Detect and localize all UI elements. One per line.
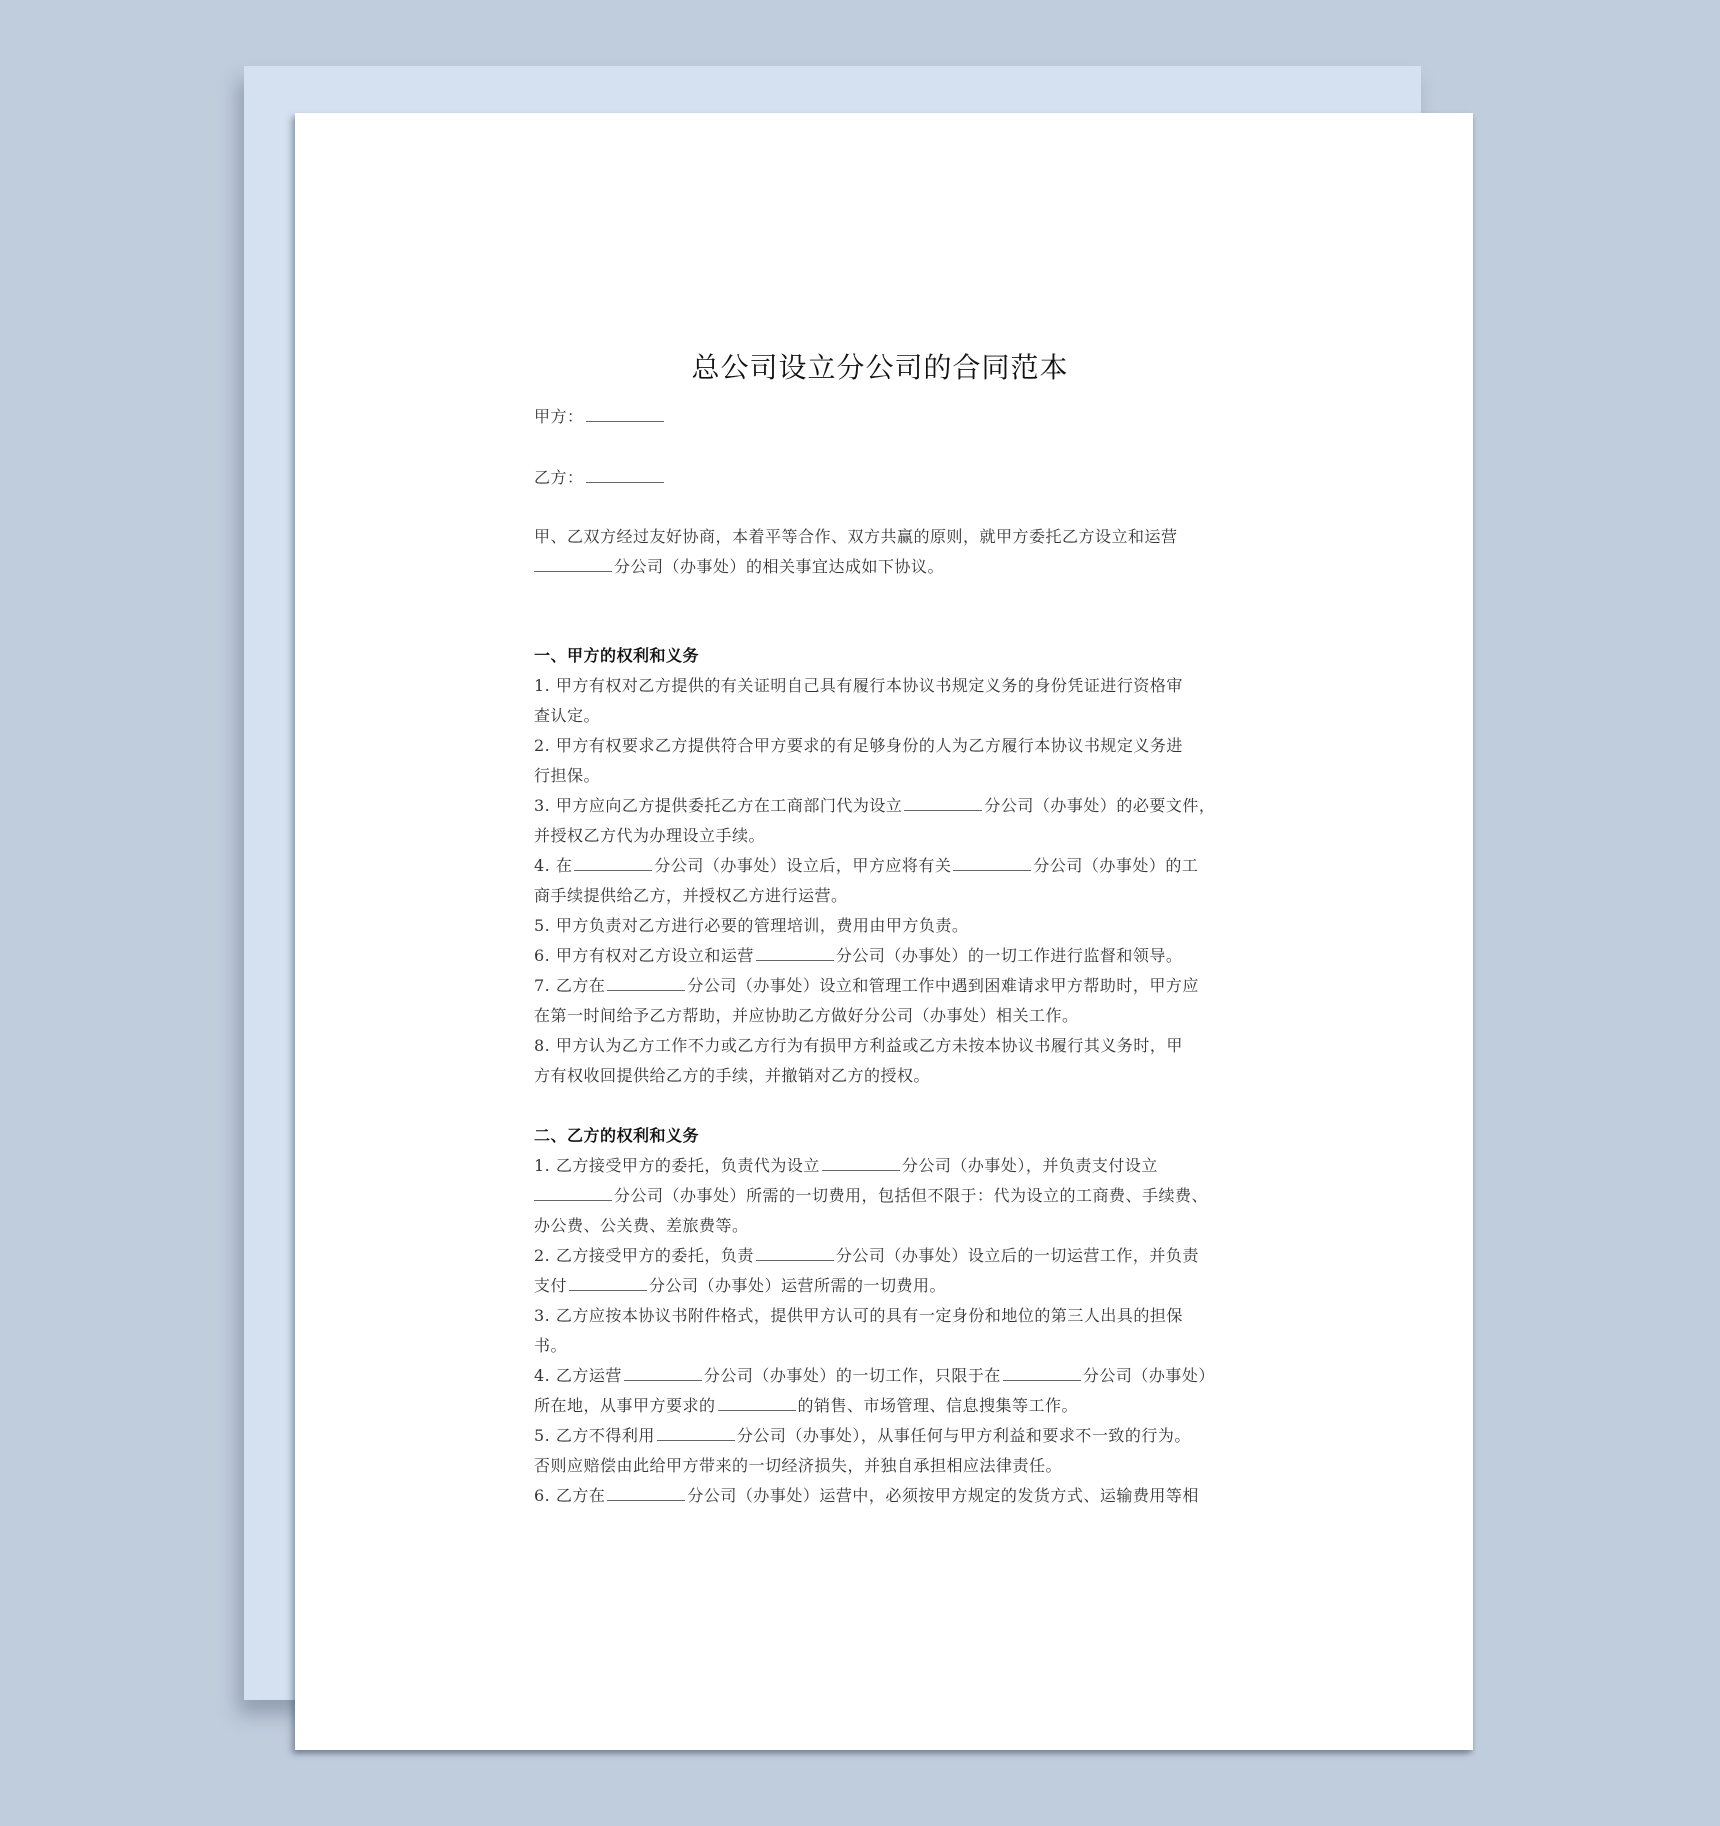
clause-line: [534, 1001, 1234, 1031]
clause-text: 分公司（办事处）的必要文件，: [984, 796, 1216, 815]
document-content: [534, 348, 1234, 1511]
clause-line: [534, 1391, 1234, 1421]
clause-text: 分公司（办事处）设立后的一切运营工作，并负责: [835, 1246, 1199, 1265]
fill-blank[interactable]: [953, 852, 1031, 871]
clause-text: 5. 甲方负责对乙方进行必要的管理培训，费用由甲方负责。: [534, 916, 969, 935]
clause-text: 查认定。: [534, 706, 601, 725]
clause-line: [534, 1061, 1234, 1091]
clause-text: 1. 乙方接受甲方的委托，负责代为设立: [534, 1156, 820, 1175]
intro-line: 甲、乙双方经过友好协商，本着平等合作、双方共赢的原则，就甲方委托乙方设立和运营: [534, 527, 1178, 546]
fill-blank[interactable]: [756, 1242, 834, 1261]
clause-text: 4. 乙方运营: [534, 1366, 622, 1385]
intro-line-text: 分公司（办事处）的相关事宜达成如下协议。: [614, 557, 945, 576]
clause-line: [534, 1361, 1234, 1391]
clause-line: [534, 941, 1234, 971]
section-heading-party-a: 一、甲方的权利和义务: [534, 646, 700, 665]
clause-text: 分公司（办事处）设立和管理工作中遇到困难请求甲方帮助时，甲方应: [687, 976, 1199, 995]
clause-line: [534, 881, 1234, 911]
clause-text: 3. 乙方应按本协议书附件格式，提供甲方认可的具有一定身份和地位的第三人出具的担保: [534, 1306, 1183, 1325]
fill-blank[interactable]: [718, 1392, 796, 1411]
clause-text: 4. 在: [534, 856, 573, 875]
clause-line: [534, 761, 1234, 791]
document-title: 总公司设立分公司的合同范本: [691, 351, 1069, 384]
clause-text: 分公司（办事处）所需的一切费用，包括但不限于：代为设立的工商费、手续费、: [614, 1186, 1209, 1205]
party-b-blank[interactable]: [586, 464, 664, 483]
fill-blank[interactable]: [756, 942, 834, 961]
clause-text: 在第一时间给予乙方帮助，并应协助乙方做好分公司（办事处）相关工作。: [534, 1006, 1079, 1025]
clause-text: 6. 甲方有权对乙方设立和运营: [534, 946, 754, 965]
document-page: [295, 113, 1473, 1750]
intro-paragraph: [534, 522, 1234, 582]
fill-blank[interactable]: [904, 792, 982, 811]
clause-line: [534, 701, 1234, 731]
clause-line: [534, 1031, 1234, 1061]
fill-blank[interactable]: [534, 1182, 612, 1201]
clause-text: 书。: [534, 1336, 568, 1355]
clause-text: 支付: [534, 1276, 568, 1295]
clause-line: [534, 1301, 1234, 1331]
clause-text: 7. 乙方在: [534, 976, 606, 995]
fill-blank[interactable]: [607, 972, 685, 991]
section-party-b-body: [534, 1151, 1234, 1511]
party-b-line: [534, 463, 1234, 493]
clause-text: 并授权乙方代为办理设立手续。: [534, 826, 766, 845]
clause-text: 6. 乙方在: [534, 1486, 606, 1505]
clause-line: [534, 1271, 1234, 1301]
clause-text: 分公司（办事处）的工: [1033, 856, 1199, 875]
clause-text: 否则应赔偿由此给甲方带来的一切经济损失，并独自承担相应法律责任。: [534, 1456, 1063, 1475]
fill-blank[interactable]: [569, 1272, 647, 1291]
clause-text: 所在地，从事甲方要求的: [534, 1396, 716, 1415]
clause-text: 方有权收回提供给乙方的手续，并撤销对乙方的授权。: [534, 1066, 931, 1085]
fill-blank[interactable]: [657, 1422, 735, 1441]
intro-line: [534, 552, 1234, 582]
fill-blank[interactable]: [574, 852, 652, 871]
clause-text: 分公司（办事处）运营所需的一切费用。: [649, 1276, 947, 1295]
fill-blank[interactable]: [1003, 1362, 1081, 1381]
fill-blank[interactable]: [607, 1482, 685, 1501]
clause-line: [534, 1181, 1234, 1211]
clause-line: [534, 911, 1234, 941]
clause-line: [534, 1211, 1234, 1241]
clause-text: 3. 甲方应向乙方提供委托乙方在工商部门代为设立: [534, 796, 903, 815]
clause-line: [534, 791, 1234, 821]
clause-line: [534, 1151, 1234, 1181]
clause-line: [534, 1451, 1234, 1481]
clause-text: 分公司（办事处）运营中，必须按甲方规定的发货方式、运输费用等相: [687, 1486, 1199, 1505]
clause-text: 1. 甲方有权对乙方提供的有关证明自己具有履行本协议书规定义务的身份凭证进行资格审: [534, 676, 1183, 695]
clause-text: 分公司（办事处），并负责支付设立: [901, 1156, 1158, 1175]
section-party-a-body: [534, 671, 1234, 1091]
clause-line: [534, 1421, 1234, 1451]
party-b-label: 乙方：: [534, 468, 584, 487]
clause-line: [534, 671, 1234, 701]
clause-text: 行担保。: [534, 766, 601, 785]
clause-text: 分公司（办事处）的一切工作进行监督和领导。: [835, 946, 1183, 965]
clause-text: 8. 甲方认为乙方工作不力或乙方行为有损甲方利益或乙方未按本协议书履行其义务时，甲: [534, 1036, 1183, 1055]
clause-text: 分公司（办事处）的一切工作，只限于在: [703, 1366, 1001, 1385]
clause-line: [534, 821, 1234, 851]
fill-blank[interactable]: [534, 553, 612, 572]
spacer: [534, 1091, 1234, 1121]
clause-line: [534, 1481, 1234, 1511]
clause-text: 办公费、公关费、差旅费等。: [534, 1216, 749, 1235]
party-a-line: [534, 402, 1234, 432]
clause-line: [534, 851, 1234, 881]
clause-text: 分公司（办事处）设立后，甲方应将有关: [654, 856, 952, 875]
fill-blank[interactable]: [624, 1362, 702, 1381]
clause-line: [534, 1241, 1234, 1271]
party-a-label: 甲方：: [534, 407, 584, 426]
party-a-blank[interactable]: [586, 403, 664, 422]
clause-text: 5. 乙方不得利用: [534, 1426, 655, 1445]
clause-text: 分公司（办事处）: [1082, 1366, 1215, 1385]
fill-blank[interactable]: [822, 1152, 900, 1171]
clause-line: [534, 731, 1234, 761]
clause-line: [534, 1331, 1234, 1361]
clause-line: [534, 971, 1234, 1001]
clause-text: 的销售、市场管理、信息搜集等工作。: [797, 1396, 1079, 1415]
clause-text: 商手续提供给乙方，并授权乙方进行运营。: [534, 886, 848, 905]
clause-text: 分公司（办事处），从事任何与甲方利益和要求不一致的行为。: [736, 1426, 1191, 1445]
section-heading-party-b: 二、乙方的权利和义务: [534, 1126, 700, 1145]
clause-text: 2. 乙方接受甲方的委托，负责: [534, 1246, 754, 1265]
clause-text: 2. 甲方有权要求乙方提供符合甲方要求的有足够身份的人为乙方履行本协议书规定义务进: [534, 736, 1183, 755]
spacer: [534, 582, 1234, 641]
